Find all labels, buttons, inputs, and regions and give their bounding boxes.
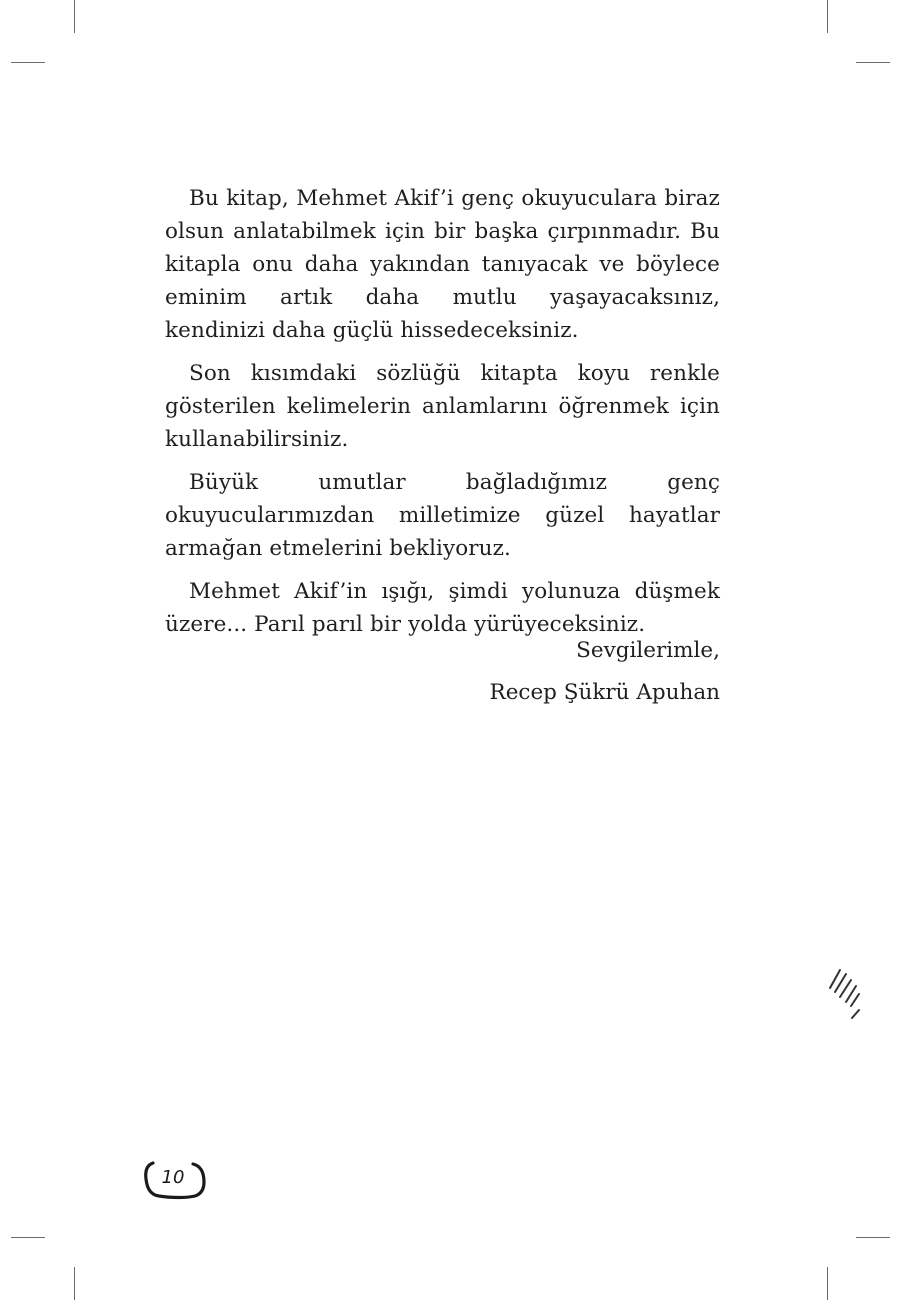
preface-text <box>165 182 720 651</box>
crop-mark-right-top <box>856 62 890 63</box>
closing-line: Sevgilerimle, <box>576 638 720 663</box>
page-number-badge <box>143 1157 207 1201</box>
crop-mark-bottom-right <box>827 1267 828 1300</box>
paragraph-4: Mehmet Akif’in ışığı, şimdi yolunuza düşmek üzere... Parıl parıl bir yolda yürüyeceksiniz. <box>165 579 720 637</box>
crop-mark-right-bottom <box>856 1237 890 1238</box>
crop-mark-left-top <box>11 62 45 63</box>
hatch-marks-decoration <box>826 966 866 1022</box>
crop-mark-left-bottom <box>11 1237 45 1238</box>
crop-mark-top-left <box>74 0 75 33</box>
crop-mark-bottom-left <box>74 1267 75 1300</box>
paragraph-2: Son kısımdaki sözlüğü kitapta koyu renkle gösterilen kelimelerin anlamlarını öğrenmek için kullanabilirsiniz. <box>165 361 720 452</box>
paragraph-1: Bu kitap, Mehmet Akif’i genç okuyuculara biraz olsun anlatabilmek için bir başka çırpınmadır. Bu kitapla onu daha yakından tanıyacak ve böylece eminim artık daha mutlu yaşayacaksınız, kendinizi daha güçlü hissedeceksiniz. <box>165 186 720 343</box>
crop-mark-top-right <box>827 0 828 33</box>
paragraph-3: Büyük umutlar bağladığımız genç okuyucularımızdan milletimize güzel hayatlar armağan etmelerini bekliyoruz. <box>165 470 720 561</box>
page-number: 10 <box>161 1167 185 1188</box>
author-signature: Recep Şükrü Apuhan <box>489 680 720 705</box>
